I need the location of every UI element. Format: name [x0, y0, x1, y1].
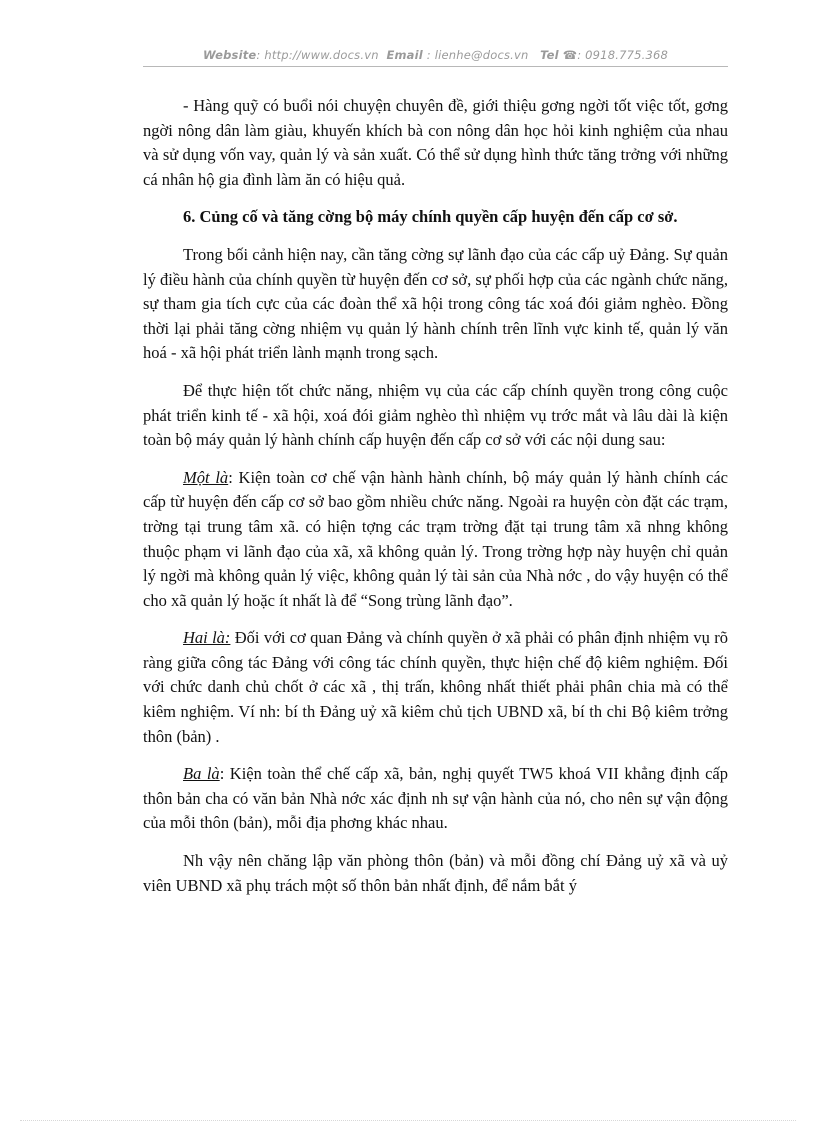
paragraph-4	[143, 466, 728, 614]
paragraph-4-text: : Kiện toàn cơ chế vận hành hành chính, bộ máy quản lý hành chính các cấp từ huyện đến cấp cơ sở bao gồm nhiều chức năng. Ngoài ra huyện còn đặt các trạm, trờng tại trung tâm xã. có hiện tợng các trạm trờng đặt tại trung tâm xã nhng không thuộc phạm vi lãnh đạo của xã, xã không quản lý. Trong trờng hợp này huyện chỉ quản lý ngời mà không quản lý việc, không quản lý tài sản của Nhà nớc , do vậy huyện có thể cho xã quản lý hoặc ít nhất là để “Song trùng lãnh đạo”.	[143, 467, 728, 610]
paragraph-6	[143, 762, 728, 836]
paragraph-2: Trong bối cảnh hiện nay, cần tăng cờng sự lãnh đạo của các cấp uỷ Đảng. Sự quản lý điều hành của chính quyền từ huyện đến cơ sở, sự phối hợp của các ngành chức năng, sự tham gia tích cực của các đoàn thể xã hội trong công tác xoá đói giảm nghèo. Đồng thời lại phải tăng cờng nhiệm vụ quản lý hành chính trên lĩnh vực kinh tế, quản lý văn hoá - xã hội phát triển lành mạnh trong sạch.	[143, 244, 728, 363]
email-value: : lienhe@docs.vn	[426, 48, 529, 62]
footer-divider	[20, 1120, 796, 1121]
document-body	[143, 94, 728, 911]
paragraph-5-lead: Hai là:	[183, 628, 231, 648]
paragraph-4-lead: Một là	[183, 467, 229, 487]
email-label: Email	[386, 48, 423, 62]
paragraph-6-text: : Kiện toàn thể chế cấp xã, bản, nghị quyết TW5 khoá VII khẳng định cấp thôn bản cha có văn bản Nhà nớc xác định nh sự vận hành của nó, cho nên sự vận động của mỗi thôn (bản), mỗi địa phơng khác nhau.	[143, 764, 728, 833]
tel-value: ☎: 0918.775.368	[562, 48, 669, 62]
section-heading: 6. Củng cố và tăng cờng bộ máy chính quyền cấp huyện đến cấp cơ sở.	[183, 207, 678, 227]
website-value: : http://www.docs.vn	[256, 48, 379, 62]
tel-label: Tel	[540, 48, 559, 62]
paragraph-3: Để thực hiện tốt chức năng, nhiệm vụ của các cấp chính quyền trong công cuộc phát triển kinh tế - xã hội, xoá đói giảm nghèo thì nhiệm vụ trớc mắt và lâu dài là kiện toàn bộ máy quản lý hành chính cấp huyện đến cấp cơ sở với các nội dung sau:	[143, 380, 728, 450]
paragraph-5-text: Đối với cơ quan Đảng và chính quyền ở xã phải có phân định nhiệm vụ rõ ràng giữa công tác Đảng với công tác chính quyền, thực hiện chế độ kiêm nghiệm. Đối với chức danh chủ chốt ở các xã , thị trấn, không nhất thiết phải phân chia mà có thể kiêm nghiệm. Ví nh: bí th Đảng uỷ xã kiêm chủ tịch UBND xã, bí th chi Bộ kiêm trởng thôn (bản) .	[143, 628, 728, 746]
paragraph-6-lead: Ba là	[183, 764, 220, 784]
paragraph-7: Nh vậy nên chăng lập văn phòng thôn (bản) và mỗi đồng chí Đảng uỷ xã và uỷ viên UBND xã phụ trách một số thôn bản nhất định, để nắm bắt ý	[143, 851, 728, 895]
paragraph-5	[143, 626, 728, 749]
website-label: Website	[202, 48, 257, 62]
page-header	[143, 48, 728, 62]
header-divider	[143, 66, 728, 67]
paragraph-1: - Hàng quỹ có buổi nói chuyện chuyên đề, giới thiệu gơng ngời tốt việc tốt, gơng ngời nông dân làm giàu, khuyến khích bà con nông dân học hỏi kinh nghiệm của nhau và sử dụng vốn vay, quản lý và sản xuất. Có thể sử dụng hình thức tăng trởng với những cá nhân hộ gia đình làm ăn có hiệu quả.	[143, 96, 728, 189]
